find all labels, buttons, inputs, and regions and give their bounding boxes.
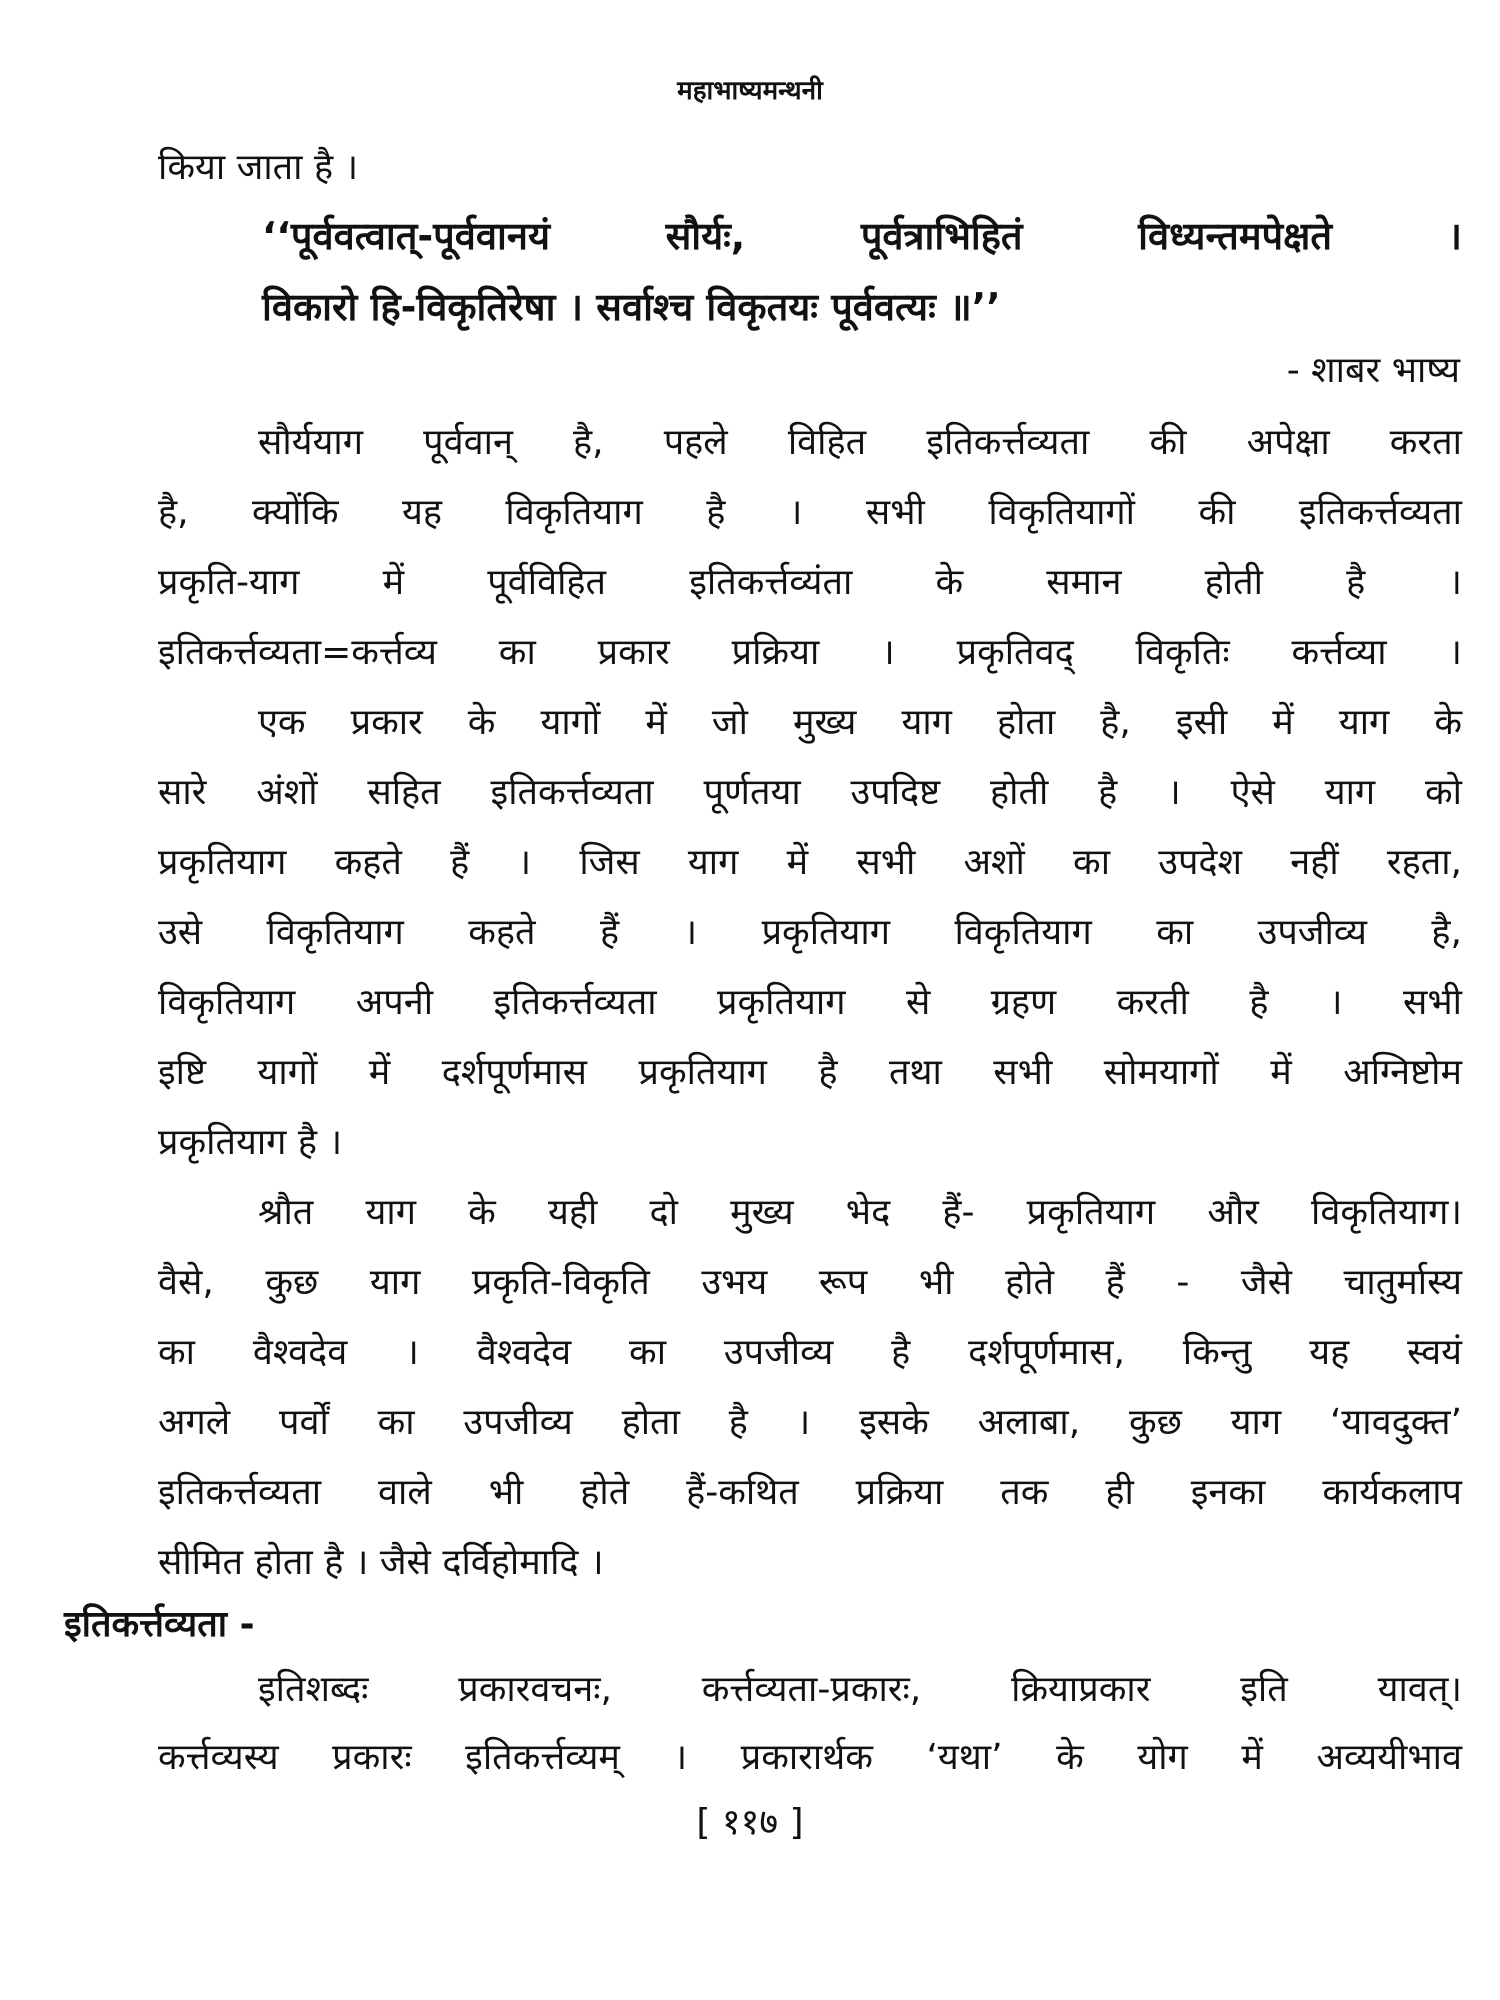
text-line: सारे अंशों सहित इतिकर्त्तव्यता पूर्णतया उपदिष्ट होती है । ऐसे याग को — [158, 772, 1462, 813]
text-line: प्रकृति-याग में पूर्वविहित इतिकर्त्तव्यंता के समान होती है । — [158, 562, 1462, 603]
text-line: इष्टि यागों में दर्शपूर्णमास प्रकृतियाग है तथा सभी सोमयागों में अग्निष्टोम — [158, 1052, 1462, 1093]
text-line: प्रकृतियाग कहते हैं । जिस याग में सभी अशों का उपदेश नहीं रहता, — [158, 842, 1462, 883]
section-heading: इतिकर्त्तव्यता - — [64, 1604, 255, 1645]
text-line: कर्त्तव्यस्य प्रकारः इतिकर्त्तव्यम् । प्रकारार्थक ‘यथा’ के योग में अव्ययीभाव — [158, 1737, 1462, 1778]
text-line: उसे विकृतियाग कहते हैं । प्रकृतियाग विकृतियाग का उपजीव्य है, — [158, 912, 1462, 953]
text-line: सीमित होता है । जैसे दर्विहोमादि । — [158, 1542, 604, 1583]
text-line: प्रकृतियाग है । — [158, 1122, 343, 1163]
text-line: श्रौत याग के यही दो मुख्य भेद हैं- प्रकृतियाग और विकृतियाग। — [258, 1192, 1462, 1233]
text-line: इतिशब्दः प्रकारवचनः, कर्त्तव्यता-प्रकारः, क्रियाप्रकार इति यावत्। — [258, 1669, 1462, 1710]
page-number: [ ११७ ] — [696, 1802, 804, 1843]
text-line: विकृतियाग अपनी इतिकर्त्तव्यता प्रकृतियाग से ग्रहण करती है । सभी — [158, 982, 1462, 1023]
sanskrit-quote-line: ‘‘पूर्ववत्वात्-पूर्ववानयं सौर्यः, पूर्वत्राभिहितं विध्यन्तमपेक्षते । — [262, 214, 1462, 258]
running-header: महाभाष्यमन्थनी — [677, 76, 823, 106]
sanskrit-quote-line: विकारो हि-विकृतिरेषा । सर्वाश्च विकृतयः पूर्ववत्यः ॥’’ — [262, 285, 1001, 329]
text-line: सौर्ययाग पूर्ववान् है, पहले विहित इतिकर्त्तव्यता की अपेक्षा करता — [258, 422, 1462, 463]
text-line: एक प्रकार के यागों में जो मुख्य याग होता है, इसी में याग के — [258, 702, 1462, 743]
text-line: का वैश्वदेव । वैश्वदेव का उपजीव्य है दर्शपूर्णमास, किन्तु यह स्वयं — [158, 1332, 1462, 1373]
quote-attribution: - शाबर भाष्य — [1286, 350, 1460, 391]
text-line: अगले पर्वों का उपजीव्य होता है । इसके अलाबा, कुछ याग ‘यावदुक्त’ — [158, 1402, 1462, 1443]
text-line: इतिकर्त्तव्यता=कर्त्तव्य का प्रकार प्रक्रिया । प्रकृतिवद् विकृतिः कर्त्तव्या । — [158, 632, 1462, 673]
text-line: किया जाता है । — [158, 147, 359, 188]
text-line: है, क्योंकि यह विकृतियाग है । सभी विकृतियागों की इतिकर्त्तव्यता — [158, 492, 1462, 533]
text-line: इतिकर्त्तव्यता वाले भी होते हैं-कथित प्रक्रिया तक ही इनका कार्यकलाप — [158, 1472, 1462, 1513]
text-line: वैसे, कुछ याग प्रकृति-विकृति उभय रूप भी होते हैं - जैसे चातुर्मास्य — [158, 1262, 1462, 1303]
